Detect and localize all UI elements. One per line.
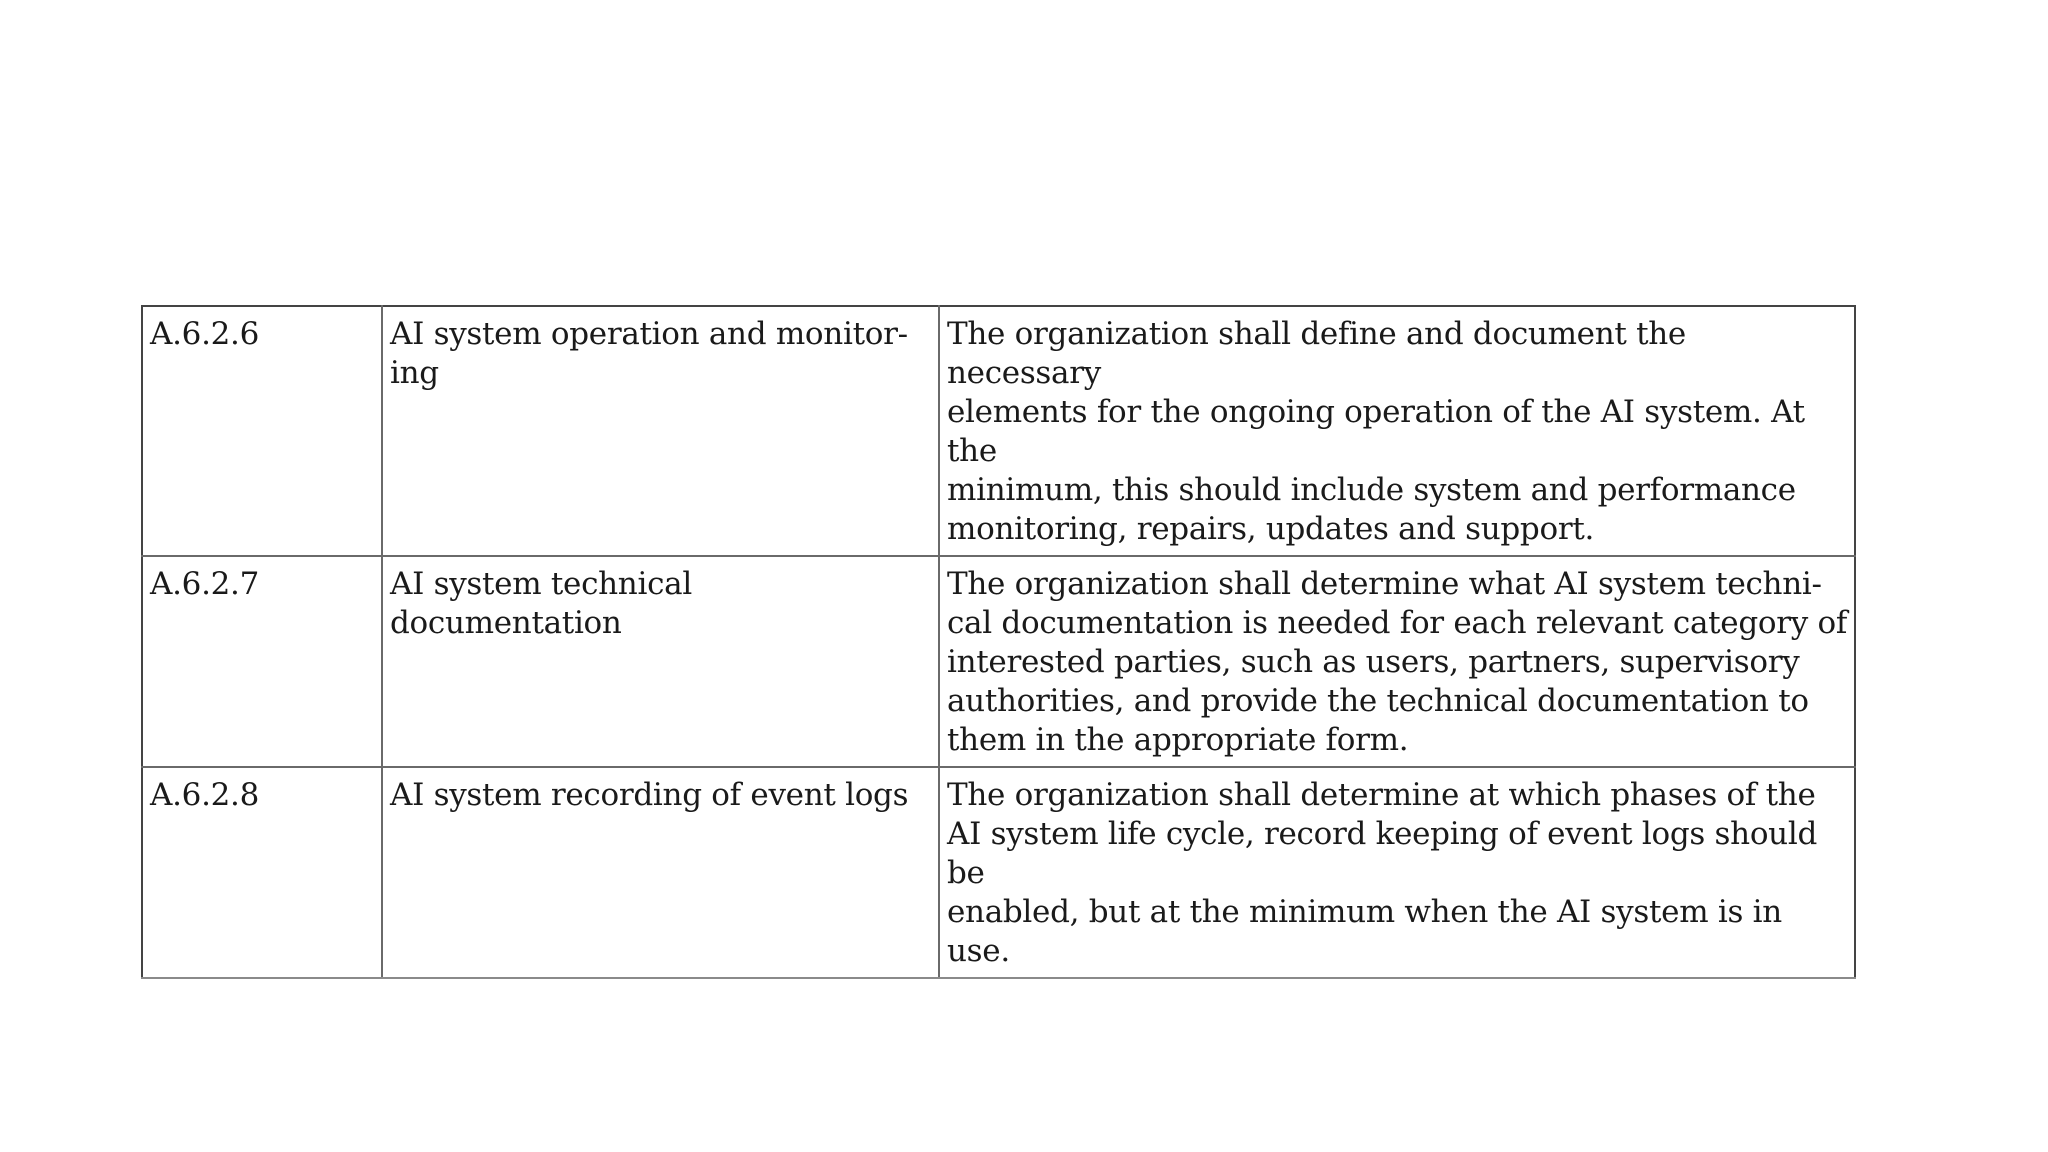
control-id: A.6.2.7: [142, 556, 382, 767]
control-description: The organization shall determine at which phases of the AI system life cycle, record keeping of event logs should be enabled, but at the minimum when the AI system is in use.: [939, 767, 1855, 978]
table-row: [142, 556, 1855, 767]
control-title: AI system operation and monitor- ing: [382, 306, 939, 556]
control-title: AI system recording of event logs: [382, 767, 939, 978]
table-row: [142, 767, 1855, 978]
controls-table: [141, 305, 1856, 979]
control-description: The organization shall define and document the necessary elements for the ongoing operation of the AI system. At the minimum, this should include system and performance monitoring, repairs, updates and support.: [939, 306, 1855, 556]
control-description: The organization shall determine what AI system techni- cal documentation is needed for each relevant category of interested parties, such as users, partners, supervisory authorities, and provide the technical documentation to them in the appropriate form.: [939, 556, 1855, 767]
control-id: A.6.2.8: [142, 767, 382, 978]
control-title: AI system technical documentation: [382, 556, 939, 767]
table-row: [142, 306, 1855, 556]
control-id: A.6.2.6: [142, 306, 382, 556]
